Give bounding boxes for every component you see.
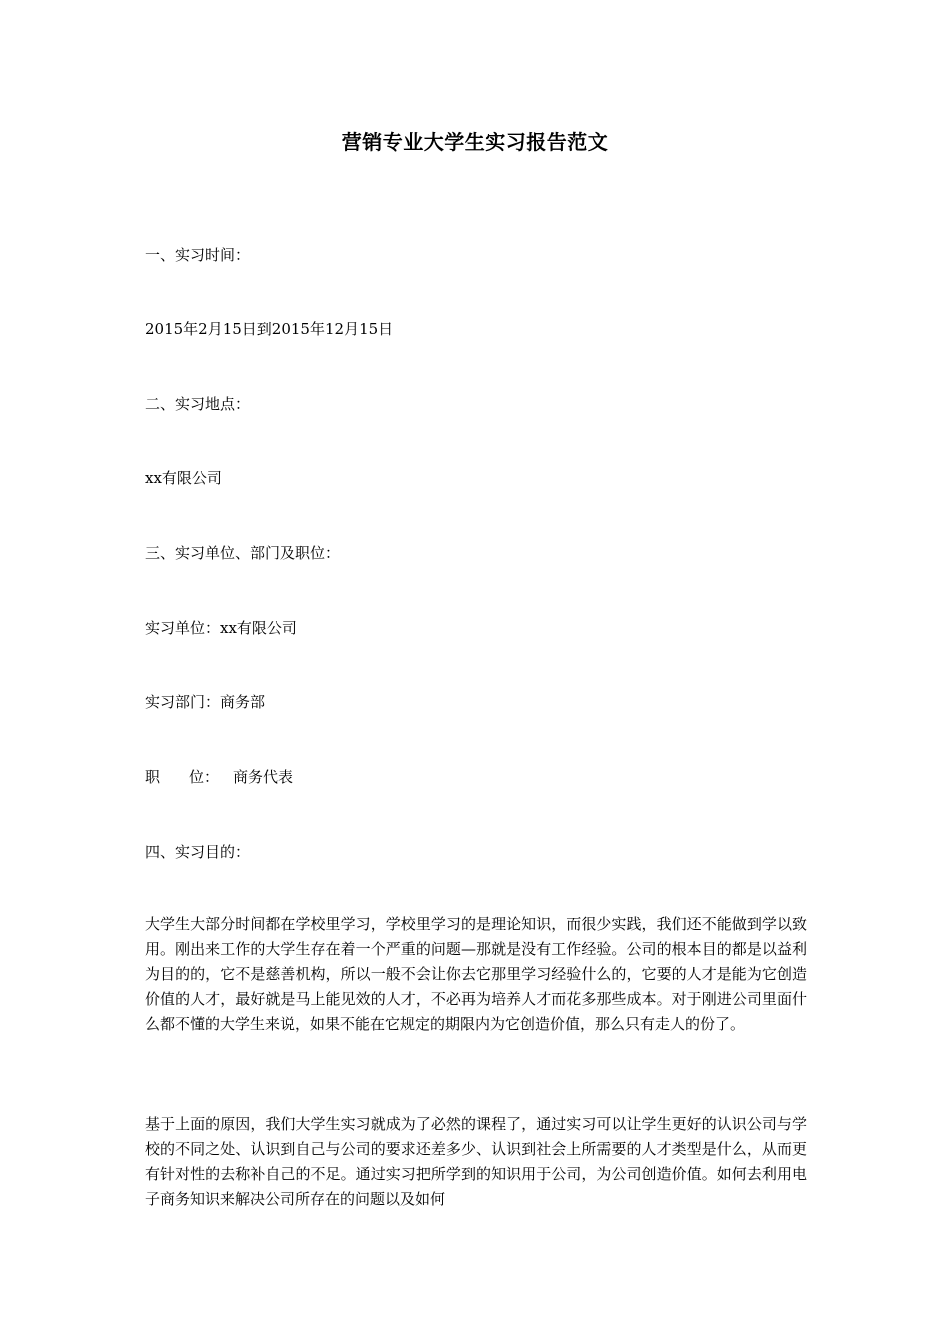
dept-line: 实习部门：商务部 xyxy=(145,693,266,711)
purpose-heading: 四、实习目的： xyxy=(145,843,251,861)
position-label xyxy=(145,766,233,788)
paragraph-1: 大学生大部分时间都在学校里学习，学校里学习的是理论知识，而很少实践，我们还不能做到学以致用。刚出来工作的大学生存在着一个严重的问题—那就是没有工作经验。公司的根本目的都是以益利为目的的，它不是慈善机构，所以一般不会让你去它那里学习经验什么的，它要的人才是能为它创造价值的人才，最好就是马上能见效的人才，不必再为培养人才而花多那些成本。对于刚进公司里面什么都不懂的大学生来说，如果不能在它规定的期限内为它创造价值，那么只有走人的份了。 xyxy=(145,915,807,1033)
unit-heading: 三、实习单位、部门及职位： xyxy=(145,544,341,562)
paragraph-2: 基于上面的原因，我们大学生实习就成为了必然的课程了，通过实习可以让学生更好的认识公司与学校的不同之处、认识到自己与公司的要求还差多少、认识到社会上所需要的人才类型是什么，从而更有针对性的去称补自己的不足。通过实习把所学到的知识用于公司，为公司创造价值。如何去利用电子商务知识来解决公司所存在的问题以及如何 xyxy=(145,1115,807,1208)
position-label-char: 职 xyxy=(145,768,161,786)
document-title: 营销专业大学生实习报告范文 xyxy=(341,130,609,154)
unit-line: 实习单位：xx有限公司 xyxy=(145,619,297,637)
position-label-rest: 位： xyxy=(189,768,220,786)
position-line xyxy=(145,766,293,788)
place-heading: 二、实习地点： xyxy=(145,395,251,413)
position-value: 商务代表 xyxy=(233,768,294,786)
time-value: 2015年2月15日到2015年12月15日 xyxy=(145,320,394,338)
place-value: xx有限公司 xyxy=(145,469,222,487)
time-heading: 一、实习时间： xyxy=(145,246,251,264)
